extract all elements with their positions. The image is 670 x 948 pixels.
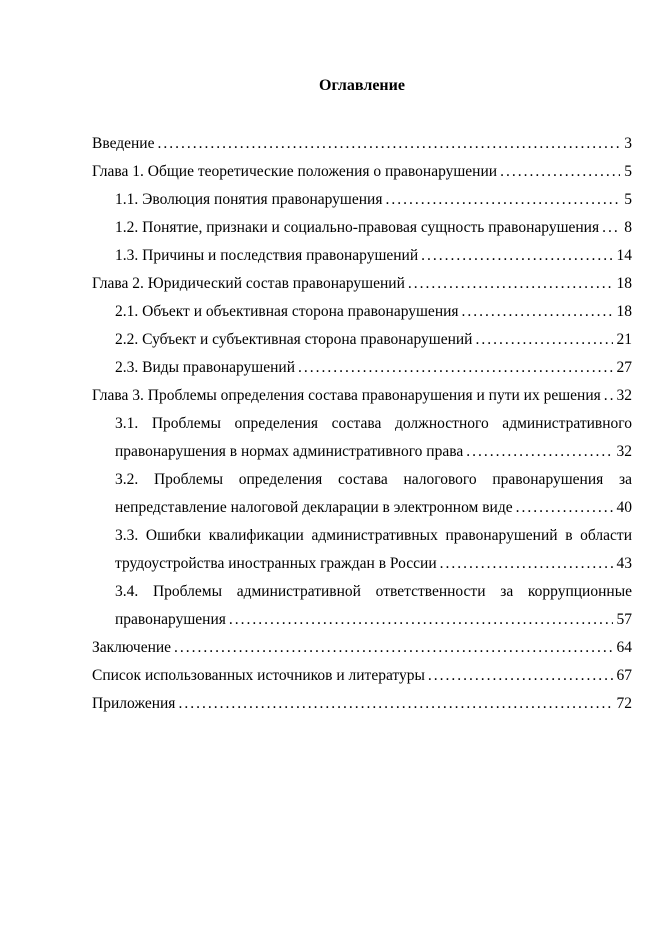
toc-page-number: 32 [616,443,632,460]
toc-entry-last-line [92,270,632,298]
toc-entry[interactable] [115,326,632,354]
toc-entry[interactable] [115,242,632,270]
toc-entry[interactable] [115,578,632,634]
toc-page-number: 40 [616,499,632,516]
toc-entry-last-line [115,214,632,242]
toc-entry-line: 3.1. Проблемы определения состава должностного административного [115,415,632,432]
toc-entry-text: правонарушения в нормах административного права [115,443,464,460]
toc-entry-text: 2.2. Субъект и субъективная сторона правонарушений [115,331,473,348]
toc-entry[interactable] [92,158,632,186]
toc-entry-text: 2.3. Виды правонарушений [115,359,295,376]
toc-page-number: 32 [616,387,632,404]
toc-entry[interactable] [115,214,632,242]
toc-entry-text: правонарушения [115,611,226,628]
toc-page-number: 3 [624,135,632,152]
toc-page-number: 57 [616,611,632,628]
toc-entry-text: 1.1. Эволюция понятия правонарушения [115,191,383,208]
toc-entry[interactable] [115,354,632,382]
dot-leader [157,130,620,158]
toc-entry-last-line [92,130,632,158]
toc-list [92,130,632,718]
dot-leader [440,550,613,578]
dot-leader [604,382,613,410]
toc-entry[interactable] [92,382,632,410]
toc-entry-text: непредставление налоговой декларации в электронном виде [115,499,513,516]
toc-entry[interactable] [92,130,632,158]
toc-entry-last-line [92,690,632,718]
toc-entry-text: 1.3. Причины и последствия правонарушений [115,247,419,264]
toc-entry-text: 2.1. Объект и объективная сторона правонарушения [115,303,459,320]
toc-entry-last-line [115,438,632,466]
toc-page-number: 43 [616,555,632,572]
toc-entry-last-line [92,158,632,186]
toc-entry-text: Введение [92,135,155,152]
toc-entry-text: 1.2. Понятие, признаки и социально-правовая сущность правонарушения [115,219,600,236]
toc-entry-last-line [115,606,632,634]
dot-leader [466,438,612,466]
toc-entry[interactable] [115,298,632,326]
dot-leader [516,494,613,522]
toc-entry-last-line [115,354,632,382]
toc-entry-text: Глава 1. Общие теоретические положения о правонарушении [92,163,498,180]
toc-entry[interactable] [92,270,632,298]
dot-leader [500,158,620,186]
toc-entry[interactable] [92,690,632,718]
toc-entry-text: Приложения [92,695,176,712]
toc-page-number: 5 [624,191,632,208]
dot-leader [298,354,613,382]
toc-entry[interactable] [115,410,632,466]
toc-entry-last-line [115,550,632,578]
toc-entry-last-line [115,326,632,354]
toc-title: Оглавление [319,77,405,94]
toc-entry-text: Список использованных источников и литературы [92,667,425,684]
toc-page-number: 27 [616,359,632,376]
toc-entry-last-line [115,186,632,214]
toc-entry-line: 3.2. Проблемы определения состава налогового правонарушения за [115,471,632,488]
toc-entry-last-line [92,382,632,410]
toc-entry[interactable] [92,634,632,662]
dot-leader [385,186,620,214]
toc-entry-text: трудоустройства иностранных граждан в России [115,555,437,572]
toc-page-number: 72 [616,695,632,712]
dot-leader [229,606,613,634]
toc-entry-text: Глава 2. Юридический состав правонарушений [92,275,405,292]
toc-page-number: 64 [616,639,632,656]
toc-page-number: 5 [624,163,632,180]
toc-page-number: 67 [616,667,632,684]
toc-entry-line: 3.3. Ошибки квалификации административных правонарушений в области [115,527,632,544]
toc-entry-last-line [92,634,632,662]
toc-entry-text: Заключение [92,639,172,656]
toc-entry-last-line [115,242,632,270]
dot-leader [178,690,612,718]
dot-leader [602,214,620,242]
toc-entry-last-line [92,662,632,690]
toc-entry[interactable] [115,186,632,214]
dot-leader [408,270,613,298]
toc-entry[interactable] [92,662,632,690]
dot-leader [475,326,612,354]
toc-page-number: 8 [624,219,632,236]
toc-entry[interactable] [115,522,632,578]
dot-leader [174,634,612,662]
dot-leader [462,298,613,326]
toc-page-number: 18 [616,275,632,292]
dot-leader [428,662,613,690]
toc-entry-line: 3.4. Проблемы административной ответственности за коррупционные [115,583,632,600]
toc-page-number: 14 [616,247,632,264]
toc-entry-text: Глава 3. Проблемы определения состава правонарушения и пути их решения [92,387,601,404]
dot-leader [421,242,612,270]
toc-page-number: 21 [616,331,632,348]
toc-entry[interactable] [115,466,632,522]
toc-entry-last-line [115,494,632,522]
toc-entry-last-line [115,298,632,326]
toc-page-number: 18 [616,303,632,320]
